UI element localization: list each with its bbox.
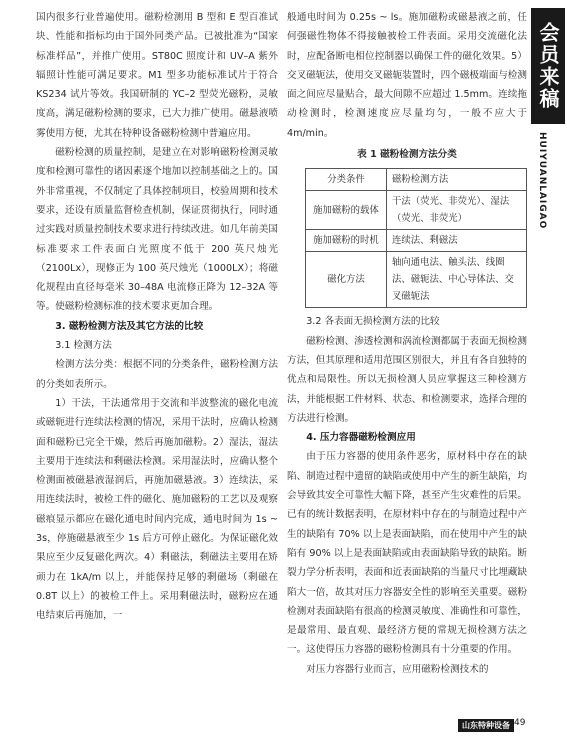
table-cell: 轴向通电法、触头法、线圈法、磁轭法、中心导体法、交叉磁轭法 [387, 252, 527, 308]
paragraph: 由于压力容器的使用条件恶劣，原材料中存在的缺陷、制造过程中遗留的缺陷或使用中产生的新生缺陷，均会导致其安全可靠性大幅下降，甚至产生灾难性的后果。已有的统计数据表明，在原材料中存在的与制造过程中产生的缺陷有 70% 以上是表面缺陷，而在使用中产生的缺陷有 90% 以上是表面缺陷或由表面缺陷导致的缺陷。断裂力学分析表明，表面和近表面缺陷的当量尺寸比埋藏缺陷大一倍，故其对压力容器安全性的影响至关重要。磁粉检测对表面缺陷有很高的检测灵敏度、准确性和可靠性，是最常用、最直观、最经济方便的常规无损检测方法之一。这使得压力容器的磁粉检测具有十分重要的作用。 [287, 451, 527, 656]
publication-name: 山东特种设备 [458, 719, 514, 732]
paragraph: 磁粉检测的质量控制，是建立在对影响磁粉检测灵敏度和检测可靠性的诸因素逐个地加以控制基础之上的。国外非常重视，不仅制定了具体控制项目，校验周期和技术要求，还设有质量监督检查机制，保证贯彻执行，同时通过实践对质量控制技术要求进行持续改进。如几年前美国标准要求工件表面白光照度不低于 200 英尺烛光（2100Lx），现修正为 100 英尺烛光（1000LX）；将磁化规程由直径每毫米 30–48A 电流修正降为 12–32A 等等。使磁粉检测标准的技术要求更加合理。 [36, 147, 278, 313]
table-header-cell: 磁粉检测方法 [387, 169, 527, 191]
table-header-cell: 分类条件 [306, 169, 387, 191]
paragraph: 磁粉检测、渗透检测和涡流检测都属于表面无损检测方法，但其原理和适用范围区别很大，并且有各自独特的优点和局限性。所以无损检测人员应掌握这三种检测方法，并能根据工件材料、状态、和检测要求，选择合理的方法进行检测。 [287, 335, 527, 424]
section-title: 会员来稿 [531, 8, 565, 124]
table-cell: 施加磁粉的时机 [306, 230, 387, 252]
paragraph: 检测方法分类：根据不同的分类条件，磁粉检测方法的分类如表所示。 [36, 359, 278, 390]
table-cell: 施加磁粉的载体 [306, 191, 387, 230]
table-header-row [306, 169, 527, 191]
right-column [287, 8, 527, 679]
paragraph: 国内很多行业普遍使用。磁粉检测用 B 型和 E 型百准试块、性能和指标均由于国外同类产品。已被批准为“国家标准样品”，并推广使用。ST80C 照度计和 UV–A 紫外辐照计性能可满足要求。M1 型多功能标准试片于符合 KS234 试片等效。我国研制的 YC–2 型荧光磁粉，灵敏度高，满足磁粉检测的要求，已大力推广使用。磁悬液喷雾使用方便，尤其在特种设备磁粉检测中普遍应用。 [36, 12, 278, 139]
table-title: 表 1 磁粉检测方法分类 [357, 149, 457, 161]
left-column [36, 8, 278, 626]
paragraph: 1）干法，干法通常用于交流和半波整流的磁化电流或磁轭进行连续法检测的情况，采用干法时，应确认检测面和磁粉已完全干燥，然后再施加磁粉。2）湿法，湿法主要用于连续法和剩磁法检测。采用湿法时，应确认整个检测面被磁悬液湿润后，再施加磁悬液。3）连续法，采用连续法时，被检工件的磁化、施加磁粉的工艺以及观察磁痕显示都应在磁化通电时间内完成，通电时间为 1s ~ 3s，停施磁悬液至少 1s 后方可停止磁化。为保证磁化效果应至少反复磁化两次。4）剩磁法，剩磁法主要用在矫顽力在 1kA/m 以上，并能保持足够的剩磁场（剩磁在 0.8T 以上）的被检工件上。采用剩磁法时，磁粉应在通电结束后再施加，一 [36, 397, 278, 622]
table-cell: 干法（荧光、非荧光）、湿法（荧光、非荧光） [387, 191, 527, 230]
paragraph: 般通电时间为 0.25s ~ ls。施加磁粉或磁悬液之前，任何强磁性物体不得接触被检工件表面。采用交流磁化法时，应配备断电相位控制器以确保工件的磁化效果。5）交叉磁轭法，使用交叉磁轭装置时，四个磁极端面与检测面之间应尽量贴合，最大间隙不应超过 1.5mm。连续拖动检测时，检测速度应尽量均匀，一般不应大于 4m/min。 [287, 12, 527, 139]
table-row [306, 252, 527, 308]
table-row [306, 230, 527, 252]
table-cell: 连续法、剩磁法 [387, 230, 527, 252]
section-heading: 4. 压力容器磁粉检测应用 [306, 432, 416, 444]
subsection-heading: 3.1 检测方法 [55, 340, 112, 352]
paragraph: 对压力容器行业而言，应用磁粉检测技术的 [306, 663, 489, 675]
method-classification-table [305, 168, 527, 308]
table-row [306, 191, 527, 230]
section-pinyin: HUIYUANLAIGAO [537, 132, 547, 230]
table-cell: 磁化方法 [306, 252, 387, 308]
section-heading: 3. 磁粉检测方法及其它方法的比较 [55, 320, 204, 332]
page-number: 49 [514, 718, 526, 728]
subsection-heading: 3.2 各表面无损检测方法的比较 [306, 316, 440, 328]
